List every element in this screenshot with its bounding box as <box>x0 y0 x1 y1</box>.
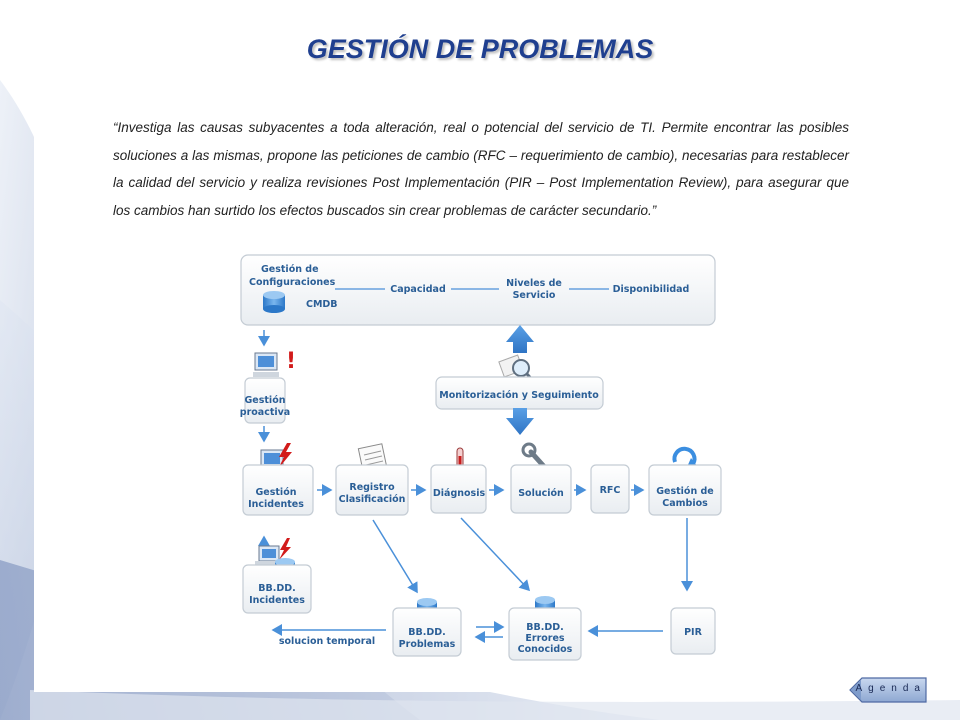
registro-label-1: Registro <box>349 482 395 493</box>
computer-alert-icon <box>253 349 296 377</box>
incidentes-label-1: Gestión <box>255 487 297 498</box>
bbdd-incidentes-label-2: Incidentes <box>249 595 305 606</box>
config-label-1: Gestión de <box>261 264 319 275</box>
proactiva-label-1: Gestión <box>244 395 286 406</box>
description-paragraph: “Investiga las causas subyacentes a toda alteración, real o potencial del servicio de TI. Permite encontrar las posibles soluciones a las mismas, propone las peticiones de cambio (RFC – requerimiento de cambio), necesarias para restablecer la calidad del servicio y realiza revisiones Post Implementación (PIR – Post Implementation Review), para asegurar que los cambios han surtido los efectos buscados sin crear problemas de carácter secundario.” <box>113 120 849 218</box>
down-arrow-icon <box>506 408 534 435</box>
up-arrow-icon <box>506 325 534 353</box>
bbdd-errores-label-3: Conocidos <box>517 644 573 655</box>
bbdd-incidentes-label-1: BB.DD. <box>258 583 296 594</box>
solucion-box <box>511 444 571 513</box>
diagnosis-box <box>431 448 486 513</box>
config-label-2: Configuraciones <box>249 277 336 288</box>
gestion-cambios-box <box>649 449 721 515</box>
slide-title: GESTIÓN DE PROBLEMAS <box>306 34 654 64</box>
process-diagram <box>231 250 728 670</box>
registro-label-2: Clasificación <box>338 494 406 505</box>
proactiva-label-2: proactiva <box>239 407 291 418</box>
incidentes-label-2: Incidentes <box>248 499 304 510</box>
rfc-label: RFC <box>599 485 621 496</box>
pir-box <box>671 608 715 654</box>
disponibilidad-label: Disponibilidad <box>612 284 690 295</box>
rfc-box <box>591 465 629 513</box>
pir-label: PIR <box>684 627 702 638</box>
cambios-label-1: Gestión de <box>656 486 714 497</box>
capacidad-label: Capacidad <box>390 284 446 295</box>
niveles-label-1: Niveles de <box>506 278 562 289</box>
gestion-proactiva-box <box>240 349 296 423</box>
refresh-cycle-icon <box>674 449 697 467</box>
bbdd-problemas-label-1: BB.DD. <box>408 627 446 638</box>
bbdd-errores-label-2: Errores <box>525 633 565 644</box>
cmdb-label: CMDB <box>306 299 338 310</box>
bbdd-problemas-label-2: Problemas <box>398 639 456 650</box>
cmdb-database-icon <box>263 291 285 313</box>
agenda-label[interactable]: Agenda <box>855 683 926 694</box>
niveles-label-2: Servicio <box>512 290 556 301</box>
monitorizacion-label: Monitorización y Seguimiento <box>439 390 599 401</box>
registro-box <box>336 444 408 515</box>
bbdd-problemas-box <box>393 598 461 656</box>
bbdd-errores-box <box>509 596 581 660</box>
configuration-panel <box>241 255 715 325</box>
bbdd-errores-label-1: BB.DD. <box>526 622 564 633</box>
monitorizacion-box <box>436 377 603 409</box>
bbdd-incidentes-box <box>243 538 311 613</box>
svg-text:!: ! <box>286 349 297 374</box>
solucion-label: Solución <box>518 488 564 499</box>
gestion-incidentes-box <box>243 443 313 515</box>
solucion-temporal-label: solucion temporal <box>278 636 376 647</box>
diagnosis-label: Diágnosis <box>432 488 486 499</box>
cambios-label-2: Cambios <box>662 498 708 509</box>
